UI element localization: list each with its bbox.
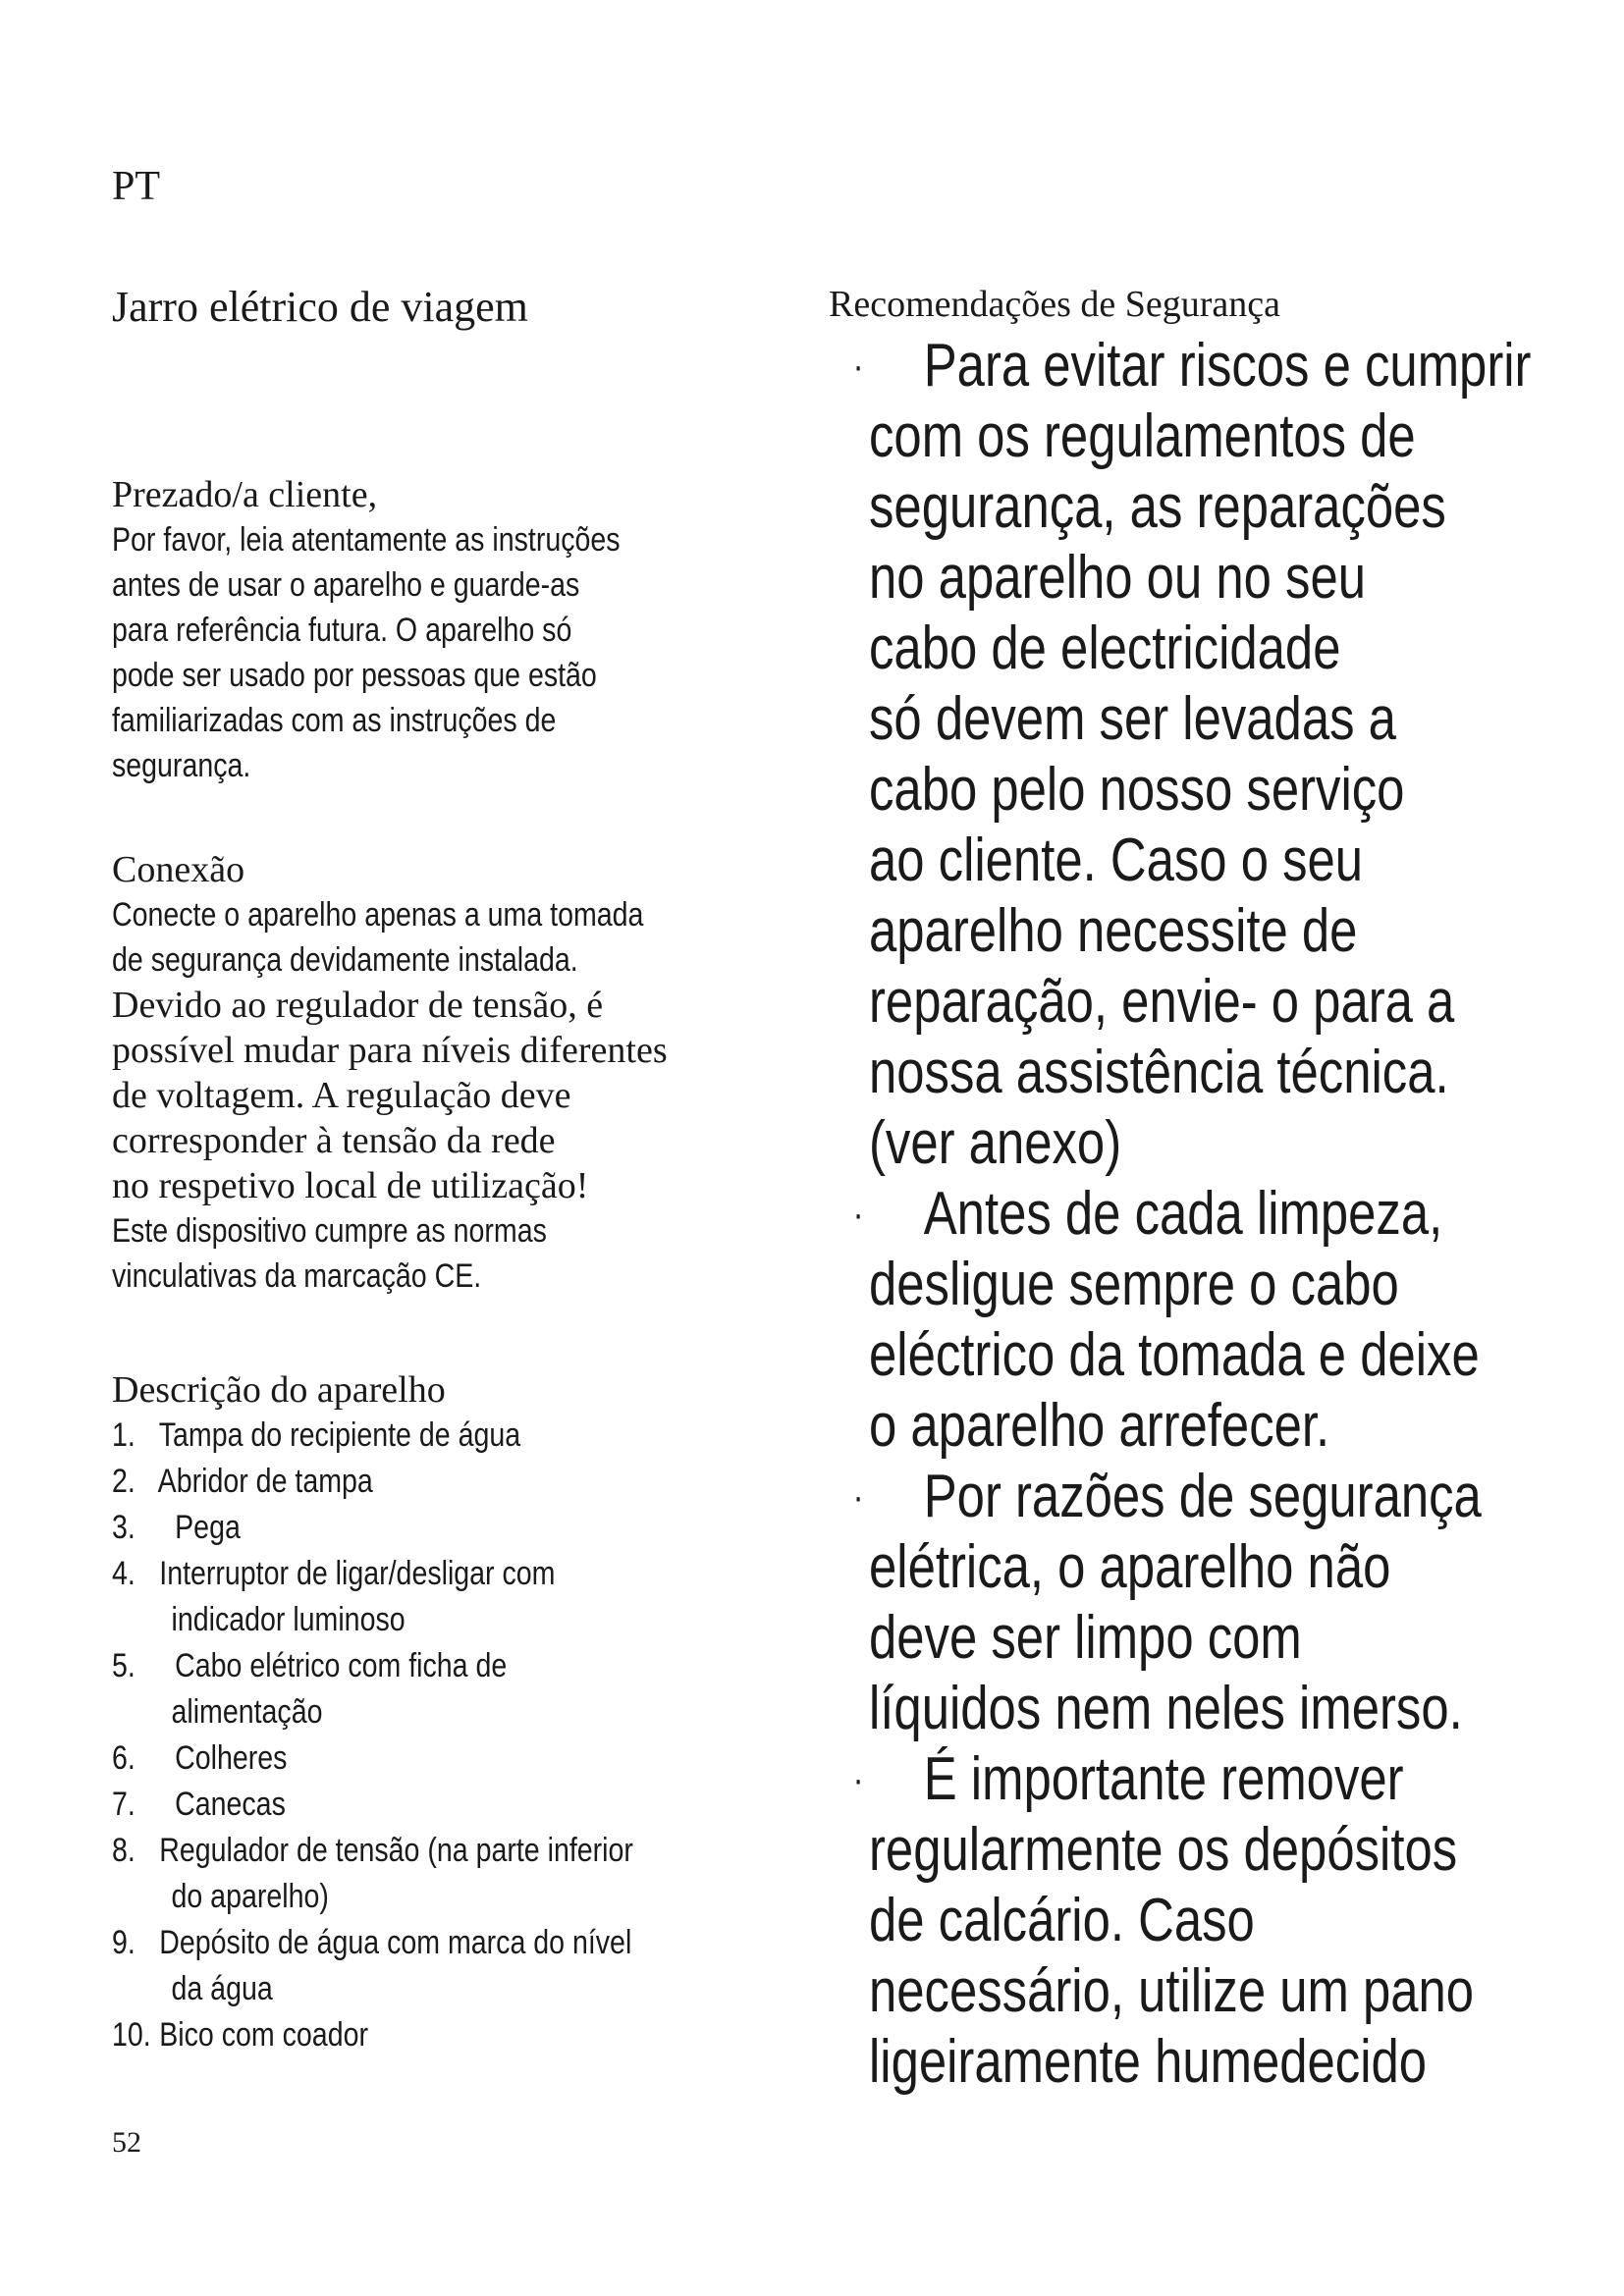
greeting-line: antes de usar o aparelho e guarde-as bbox=[112, 566, 580, 604]
list-item: 8. Regulador de tensão (na parte inferior do aparelho) bbox=[112, 1832, 633, 1915]
language-code: PT bbox=[112, 164, 161, 209]
safety-item: · Por razões de segurança elétrica, o aparelho não deve ser limpo com líquidos nem neles imerso. bbox=[852, 1463, 1482, 1742]
list-item: 2. Abridor de tampa bbox=[112, 1463, 373, 1500]
list-item: 9. Depósito de água com marca do nível da água bbox=[112, 1924, 632, 2007]
voltage-line: corresponder à tensão da rede bbox=[112, 1120, 556, 1161]
greeting-line: Por favor, leia atentamente as instruções bbox=[112, 521, 621, 559]
description-heading: Descrição do aparelho bbox=[112, 1369, 446, 1411]
voltage-line: de voltagem. A regulação deve bbox=[112, 1075, 571, 1116]
list-item: 4. Interruptor de ligar/desligar com indicador luminoso bbox=[112, 1555, 556, 1638]
connection-line: Conecte o aparelho apenas a uma tomada bbox=[112, 896, 644, 934]
bullet-icon: · bbox=[852, 1758, 864, 1801]
greeting-line: familiarizadas com as instruções de bbox=[112, 702, 557, 739]
connection-heading: Conexão bbox=[112, 849, 245, 890]
list-item: 1. Tampa do recipiente de água bbox=[112, 1416, 521, 1454]
list-item: 3. Pega bbox=[112, 1509, 241, 1546]
list-item: 10. Bico com coador bbox=[112, 2016, 368, 2054]
safety-item: · É importante remover regularmente os depósitos de calcário. Caso necessário, utilize um pano ligeiramente humedecido bbox=[852, 1745, 1475, 2096]
greeting-heading: Prezado/a cliente, bbox=[112, 474, 378, 515]
safety-item: · Para evitar riscos e cumprir com os regulamentos de segurança, as reparações no aparelho ou no seu cabo de electricidade só devem ser levadas a cabo pelo nosso serviço ao cliente. Caso o seu aparelho necessite de reparação, envie- o para a nossa assistência técnica. (ver anexo) bbox=[852, 332, 1532, 1177]
greeting-line: para referência futura. O aparelho só bbox=[112, 612, 572, 649]
connection-line: de segurança devidamente instalada. bbox=[112, 941, 578, 979]
connection-section bbox=[112, 847, 799, 1299]
bullet-icon: · bbox=[852, 345, 864, 388]
greeting-line: segurança. bbox=[112, 747, 251, 784]
greeting-section bbox=[112, 472, 799, 788]
voltage-line: possível mudar para níveis diferentes bbox=[112, 1030, 668, 1071]
ce-line: Este dispositivo cumpre as normas bbox=[112, 1212, 547, 1250]
ce-line: vinculativas da marcação CE. bbox=[112, 1257, 482, 1295]
safety-heading: Recomendações de Segurança bbox=[829, 284, 1281, 325]
voltage-line: no respetivo local de utilização! bbox=[112, 1165, 589, 1206]
bullet-icon: · bbox=[852, 1475, 864, 1519]
page-title: Jarro elétrico de viagem bbox=[112, 283, 528, 331]
voltage-line: Devido ao regulador de tensão, é bbox=[112, 985, 604, 1026]
list-item: 5. Cabo elétrico com ficha de alimentação bbox=[112, 1647, 508, 1731]
right-column bbox=[829, 280, 1575, 2098]
safety-item: · Antes de cada limpeza, desligue sempre o cabo eléctrico da tomada e deixe o aparelho arrefecer. bbox=[852, 1180, 1480, 1460]
list-item: 7. Canecas bbox=[112, 1786, 286, 1823]
page-number: 52 bbox=[112, 2126, 141, 2159]
left-column bbox=[112, 280, 799, 2058]
parts-list bbox=[112, 1413, 799, 2058]
list-item: 6. Colheres bbox=[112, 1739, 288, 1777]
bullet-icon: · bbox=[852, 1193, 864, 1236]
description-section bbox=[112, 1367, 799, 2058]
safety-list bbox=[829, 331, 1575, 2098]
greeting-line: pode ser usado por pessoas que estão bbox=[112, 657, 597, 694]
